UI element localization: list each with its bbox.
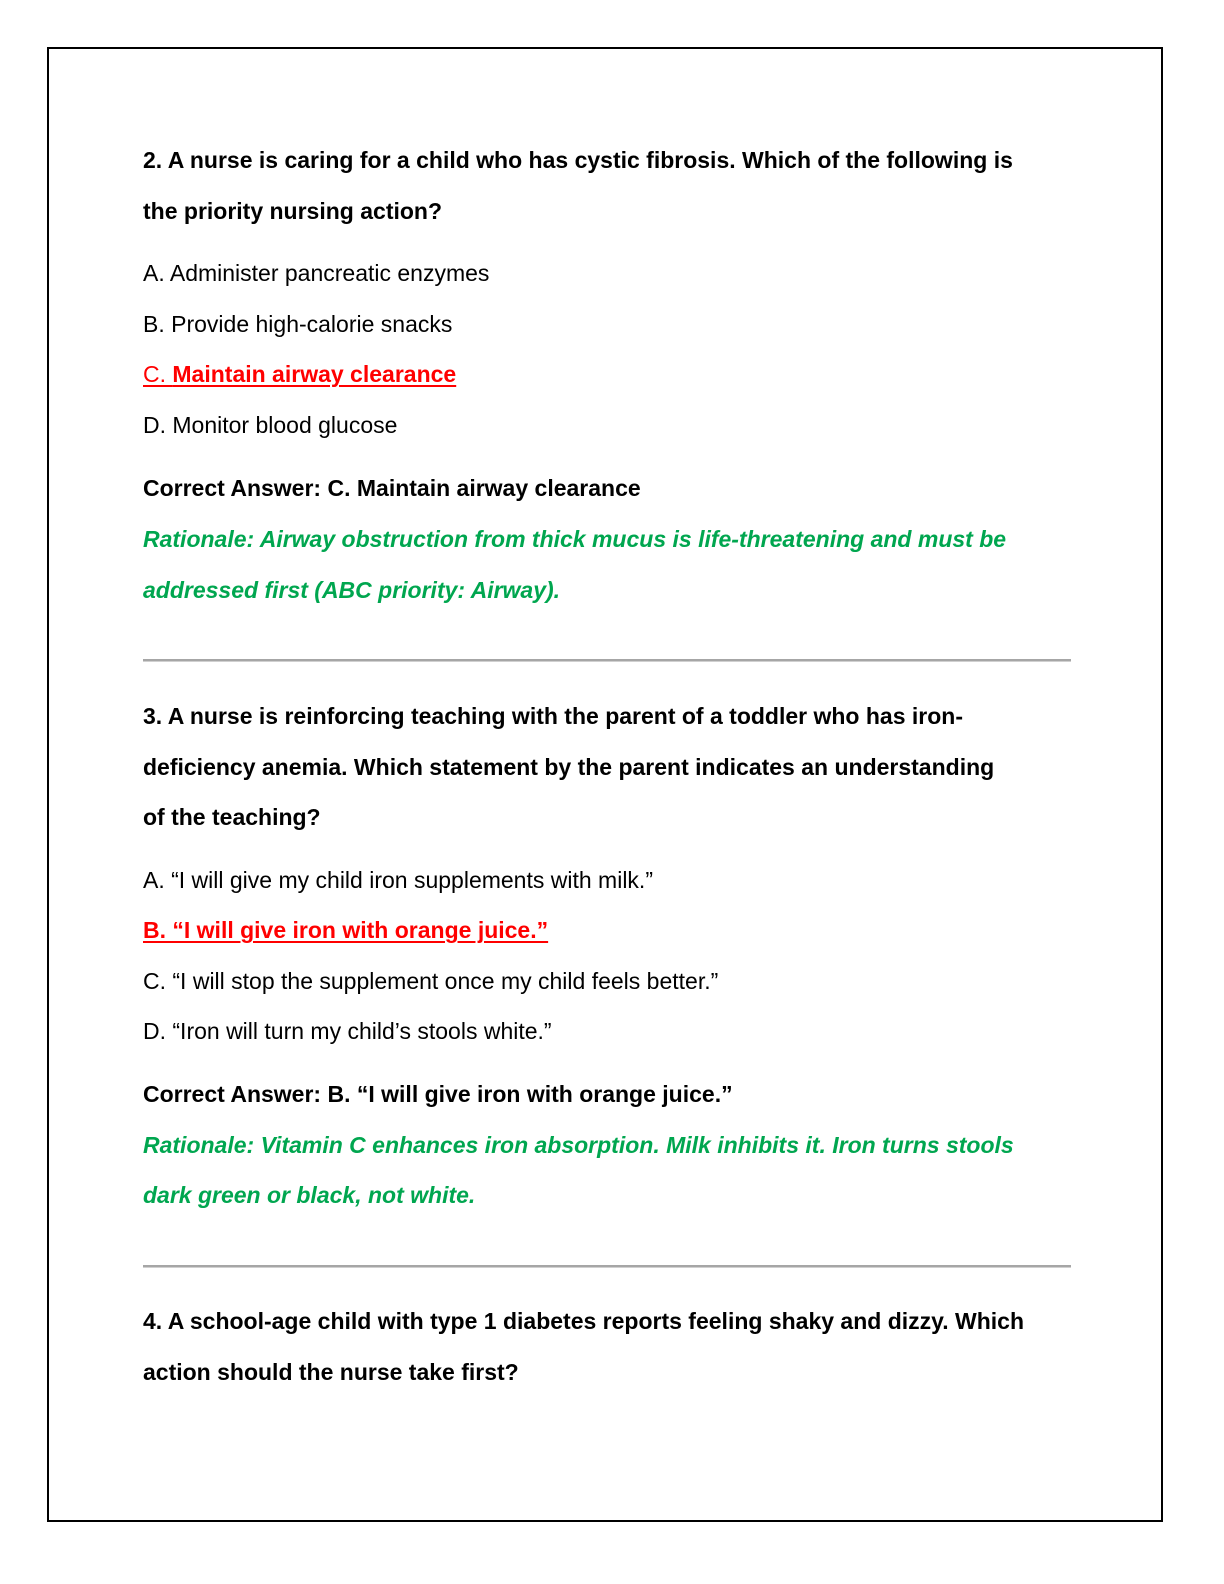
question-3-correct-answer: Correct Answer: B. “I will give iron with orange juice.” xyxy=(143,1081,733,1107)
question-2-rationale-line-1: Rationale: Airway obstruction from thick mucus is life-threatening and must be xyxy=(143,526,1007,552)
question-3-option-b-correct: B. “I will give iron with orange juice.” xyxy=(143,917,549,943)
section-divider xyxy=(143,1265,1071,1268)
question-3-option-c: C. “I will stop the supplement once my child feels better.” xyxy=(143,968,719,994)
question-2-stem-line-1: 2. A nurse is caring for a child who has cystic fibrosis. Which of the following is xyxy=(143,147,1013,173)
question-2-option-d: D. Monitor blood glucose xyxy=(143,412,398,438)
section-divider xyxy=(143,659,1071,662)
question-2-stem-line-2: the priority nursing action? xyxy=(143,198,443,224)
option-text: Maintain airway clearance xyxy=(172,361,457,387)
question-3-option-a: A. “I will give my child iron supplements with milk.” xyxy=(143,867,653,893)
question-3-stem-line-3: of the teaching? xyxy=(143,804,321,830)
question-3-rationale-line-1: Rationale: Vitamin C enhances iron absorption. Milk inhibits it. Iron turns stools xyxy=(143,1132,1014,1158)
question-2-rationale-line-2: addressed first (ABC priority: Airway). xyxy=(143,577,561,603)
question-2-correct-answer: Correct Answer: C. Maintain airway clearance xyxy=(143,475,641,501)
question-3-rationale-line-2: dark green or black, not white. xyxy=(143,1182,476,1208)
question-4-stem-line-1: 4. A school-age child with type 1 diabetes reports feeling shaky and dizzy. Which xyxy=(143,1308,1024,1334)
question-3-stem-line-1: 3. A nurse is reinforcing teaching with the parent of a toddler who has iron- xyxy=(143,703,963,729)
question-3-stem-line-2: deficiency anemia. Which statement by the parent indicates an understanding xyxy=(143,754,995,780)
option-letter: C. xyxy=(143,361,173,387)
question-4-stem-line-2: action should the nurse take first? xyxy=(143,1359,519,1385)
question-2-option-b: B. Provide high-calorie snacks xyxy=(143,311,453,337)
question-2-option-c-correct xyxy=(143,360,456,388)
question-3-option-d: D. “Iron will turn my child’s stools white.” xyxy=(143,1018,552,1044)
question-2-option-a: A. Administer pancreatic enzymes xyxy=(143,260,490,286)
